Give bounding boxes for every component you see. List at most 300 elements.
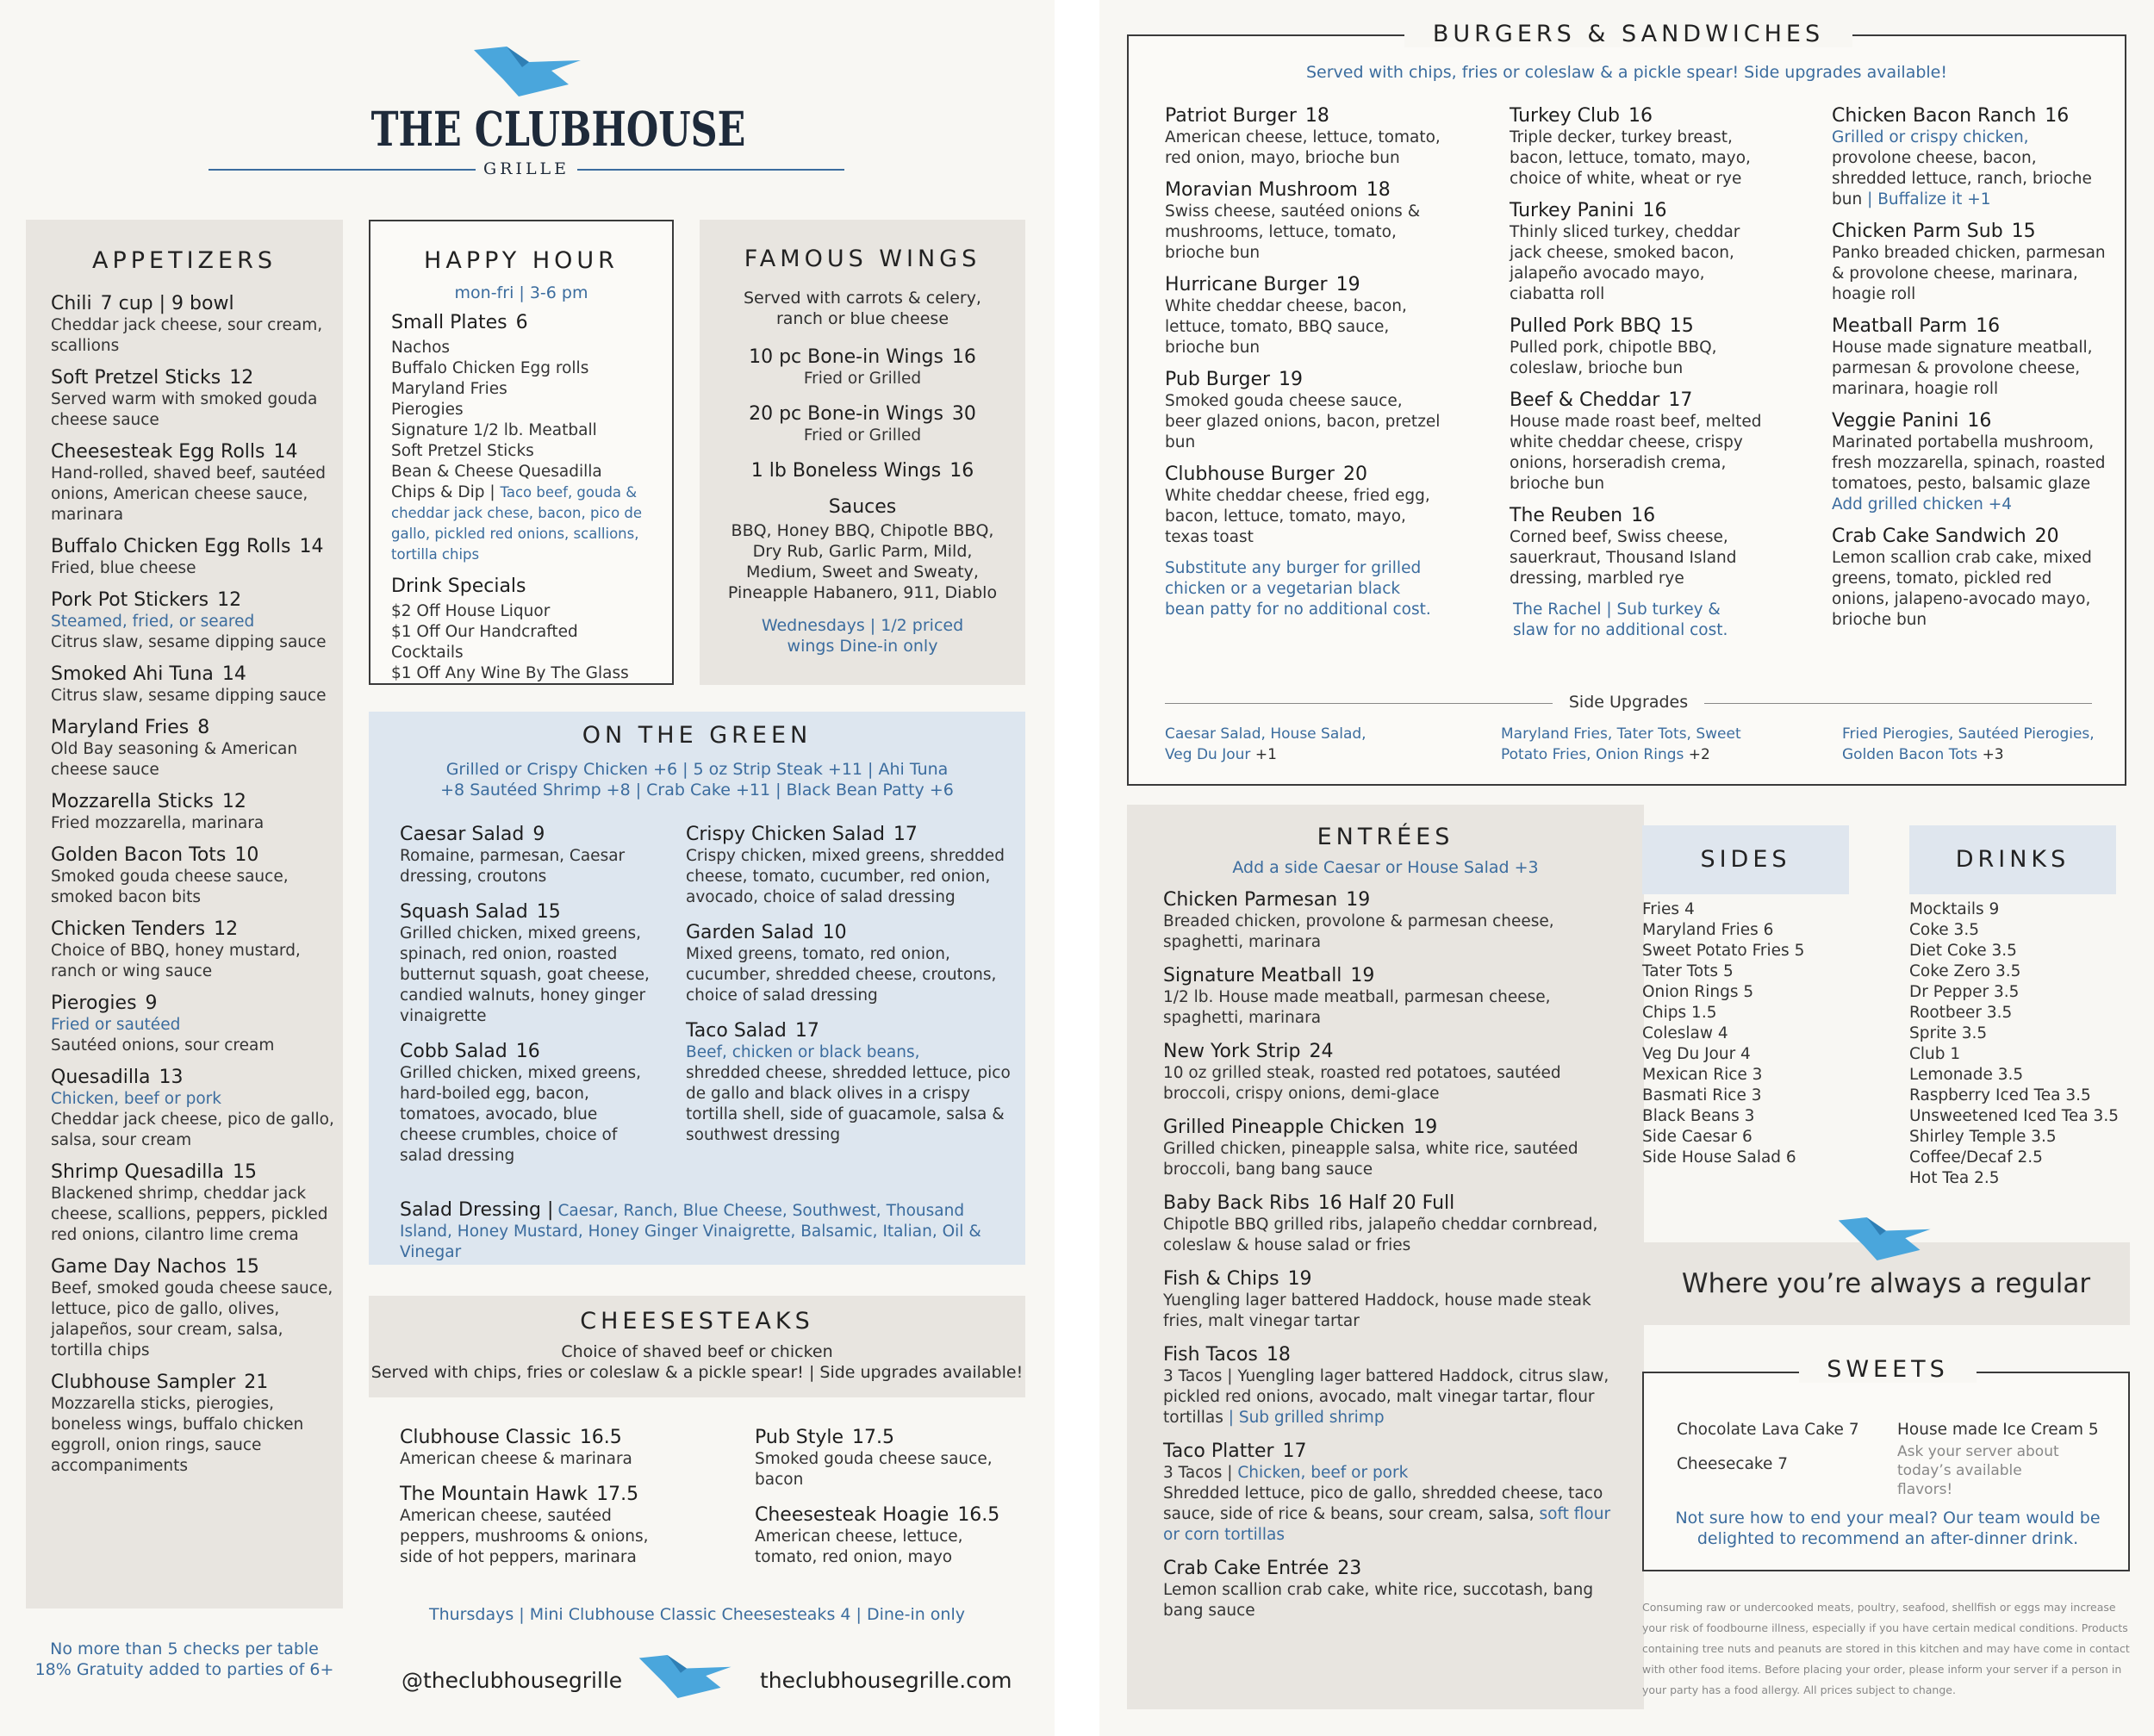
menu-item-price: 14 <box>221 663 246 685</box>
menu-item-description <box>1165 296 1441 358</box>
drink-item: Shirley Temple 3.5 <box>1909 1128 2057 1146</box>
menu-item-name <box>51 536 335 558</box>
menu-item-description <box>1832 548 2107 631</box>
menu-item-option: Steamed, fried, or seared <box>51 613 255 631</box>
menu-item-price: 8 <box>197 717 210 738</box>
sauces-title: Sauces <box>828 496 897 518</box>
menu-item-title: Clubhouse Burger <box>1165 464 1335 485</box>
small-plates-heading <box>391 312 653 334</box>
burgers-panel <box>1127 21 2126 786</box>
menu-item-price: 16 <box>1967 410 1992 432</box>
small-plates-list <box>391 338 653 482</box>
happy-hour-body <box>370 303 672 684</box>
menu-item-description <box>1163 1215 1611 1256</box>
menu-item-title: Cobb Salad <box>400 1041 507 1062</box>
menu-item <box>755 1504 1013 1568</box>
menu-item-description-text: American cheese, sautéed peppers, mushrooms & onions, side of hot peppers, marinara <box>400 1507 649 1566</box>
menu-item-title: Fish Tacos <box>1163 1344 1258 1366</box>
cheesesteaks-right-column <box>755 1427 1013 1582</box>
side-upgrade-group <box>1165 724 1389 765</box>
menu-item-description <box>755 1449 1013 1490</box>
menu-item-price: 19 <box>1287 1268 1312 1290</box>
menu-item-price: 17 <box>1668 389 1693 411</box>
menu-item-description-text: Served warm with smoked gouda cheese sauce <box>51 390 318 429</box>
menu-item-title: Caesar Salad <box>400 824 525 845</box>
allergy-disclaimer: Consuming raw or undercooked meats, poultry, seafood, shellfish or eggs may increase your risk of foodbourne illness, especially if you have certain medical conditions. Products containing tree nuts and peanuts are stored in this kitchen and may have come in contact with other food items. Before placing your order, please inform your server if a person in your party has a food allergy. All prices subject to change. <box>1642 1601 2130 1696</box>
menu-item-price: 14 <box>273 441 298 463</box>
menu-item-name <box>1163 1558 1611 1580</box>
menu-item <box>1832 315 2107 400</box>
drink-special-item: $2 Off House Liquor <box>391 602 551 620</box>
small-plate-item: Pierogies <box>391 401 464 419</box>
menu-item <box>700 403 1025 446</box>
menu-item-description-text: Choice of BBQ, honey mustard, ranch or wing sauce <box>51 942 301 980</box>
menu-item-name <box>1163 1041 1611 1063</box>
salad-dressing-label: Salad Dressing | <box>400 1199 554 1221</box>
menu-item-description <box>51 389 335 431</box>
menu-item-price: 15 <box>1669 315 1694 337</box>
menu-item <box>1510 105 1768 190</box>
menu-item-price: 12 <box>217 589 242 611</box>
menu-item-description <box>51 867 335 908</box>
menu-item-title: Clubhouse Classic <box>400 1427 571 1448</box>
cheesesteaks-line1: Choice of shaved beef or chicken <box>561 1342 833 1361</box>
logo-rule-left <box>209 169 476 171</box>
menu-item-description-text: Fried or Grilled <box>803 426 922 445</box>
salad-dressing <box>400 1199 1003 1263</box>
menu-item-name <box>51 663 335 686</box>
menu-item-price: 17.5 <box>596 1484 639 1505</box>
menu-item-description-text: provolone cheese, bacon, shredded lettuce, ranch, brioche bun <box>1832 149 2092 208</box>
menu-item-title: Clubhouse Sampler <box>51 1372 236 1393</box>
menu-item-title: Crab Cake Entrée <box>1163 1558 1329 1579</box>
menu-item-price: 9 <box>532 824 545 845</box>
menu-item <box>400 1427 684 1470</box>
menu-item <box>400 901 658 1027</box>
appetizers-panel <box>26 220 343 1608</box>
menu-item-price: 18 <box>1266 1344 1291 1366</box>
sweets-panel <box>1642 1356 2130 1571</box>
menu-item-name <box>1510 200 1768 222</box>
menu-item-note <box>51 1015 335 1036</box>
menu-item-description <box>51 558 335 579</box>
menu-item <box>1832 526 2107 631</box>
burgers-subtitle: Served with chips, fries or coleslaw & a pickle spear! Side upgrades available! <box>1306 63 1947 82</box>
menu-item-name <box>1832 105 2107 128</box>
logo-subtitle: GRILLE <box>482 159 570 178</box>
menu-item-description <box>51 1036 335 1056</box>
menu-item-prefix: 3 Tacos | <box>1163 1464 1238 1482</box>
menu-item-description <box>1832 432 2107 515</box>
menu-item <box>1510 315 1768 379</box>
drink-item: Club 1 <box>1909 1045 1961 1063</box>
wings-special: Wednesdays | 1/2 priced wings Dine-in only <box>761 616 964 656</box>
menu-item-description-text: Sautéed onions, sour cream <box>51 1036 275 1055</box>
menu-item-description-text: Breaded chicken, provolone & parmesan cheese, spaghetti, marinara <box>1163 912 1554 951</box>
menu-item-title: Beef & Cheddar <box>1510 389 1660 411</box>
menu-item-title: Pork Pot Stickers <box>51 589 209 611</box>
drink-item: Diet Coke 3.5 <box>1909 942 2017 960</box>
menu-item-extra: Add grilled chicken +4 <box>1832 495 2012 513</box>
menu-item <box>1163 889 1611 953</box>
menu-item <box>51 1256 335 1361</box>
menu-item-title: Turkey Club <box>1510 105 1620 127</box>
sweets-item-cheesecake: Cheesecake 7 <box>1677 1455 1789 1473</box>
menu-item-name <box>1832 315 2107 338</box>
menu-item-title: Mozzarella Sticks <box>51 791 214 812</box>
menu-item-description <box>51 464 335 526</box>
menu-item-note <box>1163 1463 1611 1484</box>
menu-item-name <box>51 791 335 813</box>
logo-title: THE CLUBHOUSE <box>370 101 746 157</box>
menu-item-title: Smoked Ahi Tuna <box>51 663 214 685</box>
menu-item-name <box>400 824 658 846</box>
menu-item-title: Squash Salad <box>400 901 528 923</box>
menu-item-description-text: White cheddar cheese, fried egg, bacon, lettuce, tomato, mayo, texas toast <box>1165 487 1430 546</box>
menu-item-price: 16 Half 20 Full <box>1317 1192 1455 1214</box>
chips-label: Chips & Dip | <box>391 483 495 501</box>
ice-cream-note: Ask your server about today’s available flavors! <box>1897 1443 2059 1498</box>
menu-item-name <box>400 1041 658 1063</box>
menu-item-description <box>51 739 335 781</box>
menu-item-name <box>700 403 1025 426</box>
menu-item-option: Grilled or crispy chicken, <box>1832 128 2029 146</box>
menu-item-description <box>400 924 658 1027</box>
menu-item <box>1165 369 1441 453</box>
menu-item-name <box>1165 105 1441 128</box>
wings-intro: Served with carrots & celery, ranch or blue cheese <box>744 289 981 328</box>
menu-item <box>51 536 335 579</box>
drink-item: Rootbeer 3.5 <box>1909 1004 2013 1022</box>
side-upgrade-price: +2 <box>1688 746 1710 763</box>
menu-item-price: 23 <box>1337 1558 1362 1579</box>
side-upgrade-items: Fried Pierogies, Sautéed Pierogies, Golden Bacon Tots <box>1842 725 2095 763</box>
menu-item-title: Chicken Parm Sub <box>1832 221 2003 242</box>
menu-item-title: Patriot Burger <box>1165 105 1297 127</box>
menu-item-description-text: 3 Tacos | Yuengling lager battered Haddock, citrus slaw, pickled red onions, avocado, malt vinegar tartar, flour tortillas <box>1163 1367 1609 1427</box>
menu-item-description-text: Mixed greens, tomato, red onion, cucumber, shredded cheese, croutons, choice of salad dressing <box>686 945 997 1005</box>
social-handle[interactable]: @theclubhousegrille <box>402 1668 623 1693</box>
menu-item-description <box>1510 222 1768 305</box>
menu-item <box>51 589 335 653</box>
menu-item <box>1163 1041 1611 1104</box>
burgers-col-2 <box>1510 105 1768 641</box>
wings-title: FAMOUS WINGS <box>744 246 981 272</box>
menu-item-description <box>755 1527 1013 1568</box>
menu-item-price: 17.5 <box>852 1427 895 1448</box>
burgers-title: BURGERS & SANDWICHES <box>1404 21 1852 47</box>
menu-item-name <box>1510 389 1768 412</box>
entrees-subtitle: Add a side Caesar or House Salad +3 <box>1232 858 1539 877</box>
menu-item <box>1165 179 1441 264</box>
menu-item <box>700 460 1025 482</box>
side-item: Sweet Potato Fries 5 <box>1642 942 1805 960</box>
side-item: Veg Du Jour 4 <box>1642 1045 1751 1063</box>
menu-item-description <box>686 1063 1013 1146</box>
menu-item-price: 19 <box>1346 889 1371 911</box>
menu-item-name <box>400 901 658 924</box>
menu-item-description-text: Fried mozzarella, marinara <box>51 814 265 832</box>
menu-item-description <box>400 1449 684 1470</box>
menu-item-title: Turkey Panini <box>1510 200 1634 221</box>
menu-item <box>51 791 335 834</box>
menu-item-description <box>51 1279 335 1361</box>
menu-page-left <box>0 0 1055 1736</box>
menu-item-description <box>51 1394 335 1477</box>
menu-item-description-text: American cheese & marinara <box>400 1450 632 1468</box>
menu-item-price: 12 <box>221 791 246 812</box>
menu-item-title: Meatball Parm <box>1832 315 1968 337</box>
menu-item-option: Chicken, beef or pork <box>1237 1464 1409 1482</box>
menu-item-description <box>1163 1484 1611 1546</box>
menu-item-price: 19 <box>1413 1117 1438 1138</box>
menu-item <box>51 1372 335 1477</box>
menu-item-description <box>700 426 1025 446</box>
cheesesteaks-line2: Served with chips, fries or coleslaw & a pickle spear! | Side upgrades available! <box>370 1363 1024 1382</box>
drink-item: Lemonade 3.5 <box>1909 1066 2024 1084</box>
menu-item-note <box>51 612 335 632</box>
burgers-col-3-list <box>1832 105 2107 631</box>
website-link[interactable]: theclubhousegrille.com <box>760 1668 1012 1693</box>
menu-item-description-text: Citrus slaw, sesame dipping sauce <box>51 633 327 651</box>
menu-page-right <box>1099 0 2154 1736</box>
menu-item-name <box>686 1020 1013 1042</box>
sweets-item-lava-cake: Chocolate Lava Cake 7 <box>1677 1421 1859 1439</box>
small-plates-price: 6 <box>515 312 528 333</box>
drink-special-item: $1 Off Our Handcrafted Cocktails <box>391 623 578 662</box>
menu-item-name <box>1165 369 1441 391</box>
menu-item-name <box>1163 889 1611 912</box>
side-item: Chips 1.5 <box>1642 1004 1717 1022</box>
menu-item-description-text: White cheddar cheese, bacon, lettuce, tomato, BBQ sauce, brioche bun <box>1165 297 1407 357</box>
menu-item <box>400 824 658 887</box>
menu-item-title: The Reuben <box>1510 505 1623 526</box>
menu-item-description-text: House made roast beef, melted white cheddar cheese, crispy onions, horseradish crema, brioche bun <box>1510 413 1762 493</box>
menu-item-price: 18 <box>1304 105 1329 127</box>
menu-item-description <box>400 1063 658 1167</box>
menu-item-title: Crab Cake Sandwich <box>1832 526 2026 547</box>
menu-item-price: 20 <box>1342 464 1367 485</box>
menu-item-description <box>1163 1291 1611 1332</box>
menu-item <box>686 922 1013 1006</box>
menu-item-title: Quesadilla <box>51 1067 151 1088</box>
menu-item-description <box>51 632 335 653</box>
menu-item-price: 16 <box>1628 105 1653 127</box>
green-left-column <box>400 824 658 1180</box>
appetizers-list <box>51 293 335 1487</box>
menu-item-name <box>1510 105 1768 128</box>
menu-item-option: Chicken, beef or pork <box>51 1090 221 1108</box>
menu-item-description-text: Lemon scallion crab cake, mixed greens, tomato, pickled red onions, jalapeno-avocado mayo, brioche bun <box>1832 549 2092 629</box>
side-item: Side House Salad 6 <box>1642 1148 1796 1167</box>
menu-item-description-text: Citrus slaw, sesame dipping sauce <box>51 687 327 705</box>
menu-item-price: 15 <box>536 901 561 923</box>
menu-item-name <box>51 441 335 464</box>
menu-item-title: Moravian Mushroom <box>1165 179 1358 201</box>
menu-item <box>400 1041 658 1167</box>
menu-item-title: Cheesesteak Hoagie <box>755 1504 949 1526</box>
menu-item-name <box>51 992 335 1015</box>
side-item: Coleslaw 4 <box>1642 1024 1728 1042</box>
menu-item-description-text: 1/2 lb. House made meatball, parmesan cheese, spaghetti, marinara <box>1163 988 1551 1027</box>
menu-item-name <box>51 367 335 389</box>
menu-item-title: Veggie Panini <box>1832 410 1959 432</box>
small-plate-item: Signature 1/2 lb. Meatball <box>391 421 597 439</box>
menu-item-name <box>700 460 1025 482</box>
menu-item-description <box>1510 128 1768 190</box>
menu-item-description <box>1832 148 2107 210</box>
menu-item-description <box>1163 1366 1611 1428</box>
side-upgrade-price: +1 <box>1254 746 1277 763</box>
cheesesteaks-title: CHEESESTEAKS <box>580 1308 814 1335</box>
sweets-title: SWEETS <box>1799 1356 1977 1383</box>
side-upgrade-items: Maryland Fries, Tater Tots, Sweet Potato Fries, Onion Rings <box>1501 725 1741 763</box>
drink-item: Mocktails 9 <box>1909 900 2000 918</box>
menu-item-description <box>51 941 335 982</box>
menu-item-price: 13 <box>159 1067 184 1088</box>
menu-item-description-text: shredded cheese, shredded lettuce, pico de gallo and black olives in a crispy tortilla shell, side of guacamole, salsa & southwest dressing <box>686 1064 1011 1144</box>
menu-item-price: 21 <box>244 1372 269 1393</box>
menu-item-note <box>686 1042 1013 1063</box>
menu-item-description <box>700 369 1025 389</box>
menu-item <box>1165 105 1441 169</box>
pennant-flag-icon <box>1837 1215 1933 1263</box>
side-item: Maryland Fries 6 <box>1642 921 1774 939</box>
menu-item-price: 12 <box>229 367 254 389</box>
menu-item <box>1832 410 2107 515</box>
menu-item <box>51 1161 335 1246</box>
rachel-note: The Rachel | Sub turkey & slaw for no additional cost. <box>1513 600 1728 639</box>
small-plate-item: Soft Pretzel Sticks <box>391 442 534 460</box>
menu-item-option: Beef, chicken or black beans, <box>686 1043 920 1061</box>
drink-item: Coke Zero 3.5 <box>1909 962 2021 980</box>
burgers-col-2-list <box>1510 105 1768 589</box>
menu-item-name <box>1163 1344 1611 1366</box>
menu-item-price: 16 <box>2045 105 2070 127</box>
menu-item <box>1163 1117 1611 1180</box>
menu-item-description-text: Panko breaded chicken, parmesan & provolone cheese, marinara, hoagie roll <box>1832 244 2106 303</box>
small-plate-item: Bean & Cheese Quesadilla <box>391 463 602 481</box>
cheesesteaks-special: Thursdays | Mini Clubhouse Classic Cheesesteaks 4 | Dine-in only <box>428 1605 965 1624</box>
menu-item-name <box>51 844 335 867</box>
drinks-header <box>1909 825 2116 894</box>
menu-item-price: 19 <box>1350 965 1375 986</box>
menu-item-price: 17 <box>1282 1440 1307 1462</box>
menu-item-description-text: Chipotle BBQ grilled ribs, jalapeño cheddar cornbread, coleslaw & house salad or fries <box>1163 1216 1598 1254</box>
menu-item-name <box>1165 464 1441 486</box>
menu-item-name <box>51 1256 335 1279</box>
menu-item-description-text: Smoked gouda cheese sauce, beer glazed onions, bacon, pretzel bun <box>1165 392 1441 451</box>
menu-item-description-text: Grilled chicken, pineapple salsa, white rice, sautéed broccoli, bang bang sauce <box>1163 1140 1578 1179</box>
green-title: ON THE GREEN <box>582 722 812 749</box>
chips-and-dip <box>391 482 653 565</box>
menu-item <box>1163 965 1611 1029</box>
menu-item-description <box>1510 338 1768 379</box>
menu-item <box>51 367 335 431</box>
menu-item-description <box>686 944 1013 1006</box>
menu-item-price: 15 <box>232 1161 257 1183</box>
menu-item <box>1832 221 2107 305</box>
menu-item-title: Fish & Chips <box>1163 1268 1279 1290</box>
menu-item-description-text: Fried or Grilled <box>803 370 922 388</box>
menu-item-description-text: Grilled chicken, mixed greens, spinach, red onion, roasted butternut squash, goat cheese, candied walnuts, honey ginger vinaigrette <box>400 924 650 1025</box>
side-upgrade-group <box>1842 724 2118 765</box>
menu-item <box>755 1427 1013 1490</box>
menu-item-name <box>755 1427 1013 1449</box>
menu-item-name <box>755 1504 1013 1527</box>
menu-item <box>1510 389 1768 495</box>
menu-item-price: 17 <box>794 1020 819 1042</box>
side-item: Fries 4 <box>1642 900 1695 918</box>
menu-item-description <box>51 1110 335 1151</box>
menu-item-name <box>1832 526 2107 548</box>
menu-item-name <box>400 1427 684 1449</box>
menu-item-name <box>1165 274 1441 296</box>
small-plate-item: Maryland Fries <box>391 380 507 398</box>
menu-item-price: 16 <box>1631 505 1656 526</box>
drink-item: Coffee/Decaf 2.5 <box>1909 1148 2043 1167</box>
menu-item-description-text: American cheese, lettuce, tomato, red onion, mayo <box>755 1528 963 1566</box>
cheesesteaks-header-panel <box>369 1296 1025 1397</box>
menu-item <box>1510 200 1768 305</box>
menu-item-name <box>686 824 1013 846</box>
menu-item-description <box>1163 987 1611 1029</box>
menu-item-title: Chicken Parmesan <box>1163 889 1338 911</box>
side-item: Basmati Rice 3 <box>1642 1086 1762 1104</box>
after-dinner-note: Not sure how to end your meal? Our team would be delighted to recommend an after-dinner drink. <box>1675 1509 2101 1548</box>
menu-item-description-text: Fried, blue cheese <box>51 559 196 577</box>
sauces-list: BBQ, Honey BBQ, Chipotle BBQ, Dry Rub, Garlic Parm, Mild, Medium, Sweet and Sweaty, Pineapple Habanero, 911, Diablo <box>727 521 998 602</box>
happy-hour-title: HAPPY HOUR <box>424 247 619 274</box>
menu-item-note <box>1832 128 2107 148</box>
on-the-green-panel <box>369 712 1025 1265</box>
menu-item-title: 20 pc Bone-in Wings <box>749 403 943 425</box>
side-upgrade-items: Caesar Salad, House Salad, Veg Du Jour <box>1165 725 1366 763</box>
menu-item-price: 12 <box>214 918 239 940</box>
menu-item-name <box>700 346 1025 369</box>
policy-line-1: No more than 5 checks per table <box>50 1640 319 1658</box>
menu-item-description-text: American cheese, lettuce, tomato, red onion, mayo, brioche bun <box>1165 128 1441 167</box>
menu-item <box>1163 1192 1611 1256</box>
menu-item-price: 15 <box>2011 221 2036 242</box>
menu-item-name <box>1163 1117 1611 1139</box>
side-item: Black Beans 3 <box>1642 1107 1755 1125</box>
menu-item-name <box>51 1161 335 1184</box>
policy-line-2: 18% Gratuity added to parties of 6+ <box>34 1660 334 1679</box>
menu-item-price: 16 <box>1642 200 1667 221</box>
menu-item-description-text: Romaine, parmesan, Caesar dressing, croutons <box>400 847 626 886</box>
menu-item <box>51 1067 335 1151</box>
sweets-item-ice-cream: House made Ice Cream 5 <box>1897 1421 2099 1439</box>
menu-item-description-text: Thinly sliced turkey, cheddar jack cheese, smoked bacon, jalapeño avocado mayo, ciabatta roll <box>1510 223 1740 303</box>
menu-item-name <box>1163 1192 1611 1215</box>
menu-item-title: Chicken Tenders <box>51 918 206 940</box>
menu-item-extra: soft flour or corn tortillas <box>1163 1505 1611 1544</box>
menu-item-title: Chicken Bacon Ranch <box>1832 105 2037 127</box>
menu-item <box>51 844 335 908</box>
sides-title: SIDES <box>1700 846 1791 873</box>
menu-item-description-text: Lemon scallion crab cake, white rice, succotash, bang bang sauce <box>1163 1581 1594 1620</box>
small-plate-item: Nachos <box>391 339 451 357</box>
side-upgrade-group <box>1501 724 1777 765</box>
menu-item-description <box>1832 338 2107 400</box>
menu-item-description-text: Smoked gouda cheese sauce, bacon <box>755 1450 993 1489</box>
menu-item-option: Fried or sautéed <box>51 1016 181 1034</box>
burgers-col-1 <box>1165 105 1441 620</box>
menu-item-title: Baby Back Ribs <box>1163 1192 1310 1214</box>
drinks-title: DRINKS <box>1955 846 2070 873</box>
menu-item-title: Chili <box>51 293 92 314</box>
